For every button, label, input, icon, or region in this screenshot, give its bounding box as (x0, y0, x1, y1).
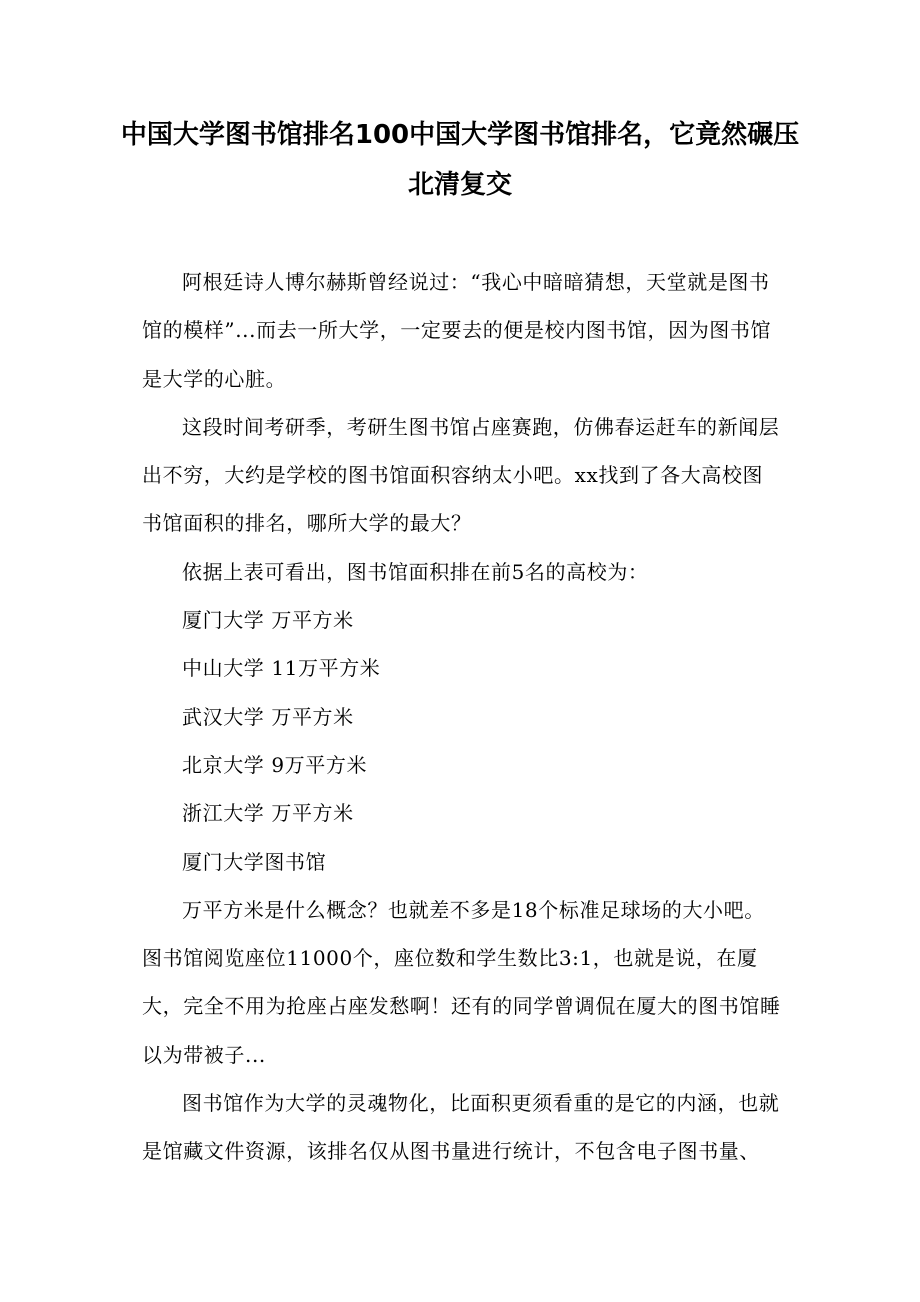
list-item-peking: 北京大学 9万平方米 (182, 752, 368, 777)
document-title: 中国大学图书馆排名100中国大学图书馆排名，它竟然碾压北清复交 (120, 120, 800, 200)
paragraph-top5-intro: 依据上表可看出，图书馆面积排在前5名的高校为： (182, 559, 649, 584)
paragraph-exam-season: 这段时间考研季，考研生图书馆占座赛跑，仿佛春运赶车的新闻层出不穷，大约是学校的图书馆面积容纳太小吧。xx找到了各大高校图书馆面积的排名，哪所大学的最大？ (142, 414, 780, 536)
list-item-zhongshan: 中山大学 11万平方米 (182, 656, 381, 681)
section-heading-xiamen-library: 厦门大学图书馆 (182, 849, 327, 874)
list-item-wuhan: 武汉大学 万平方米 (182, 704, 354, 729)
list-item-xiamen: 厦门大学 万平方米 (182, 608, 354, 633)
document-body (142, 258, 782, 1176)
paragraph-intro: 阿根廷诗人博尔赫斯曾经说过：“我心中暗暗猜想，天堂就是图书馆的模样”...而去一所大学，一定要去的便是校内图书馆，因为图书馆是大学的心脏。 (142, 270, 772, 391)
paragraph-collection: 图书馆作为大学的灵魂物化，比面积更须看重的是它的内涵，也就是馆藏文件资源，该排名仅从图书量进行统计，不包含电子图书量、 (142, 1091, 780, 1164)
list-item-zhejiang: 浙江大学 万平方米 (182, 801, 354, 826)
paragraph-xiamen-detail: 万平方米是什么概念？也就差不多是18个标准足球场的大小吧。图书馆阅览座位11000个，座位数和学生数比3:1，也就是说，在厦大，完全不用为抢座占座发愁啊！还有的同学曾调侃在厦大的图书馆睡以为带被子... (142, 897, 781, 1067)
